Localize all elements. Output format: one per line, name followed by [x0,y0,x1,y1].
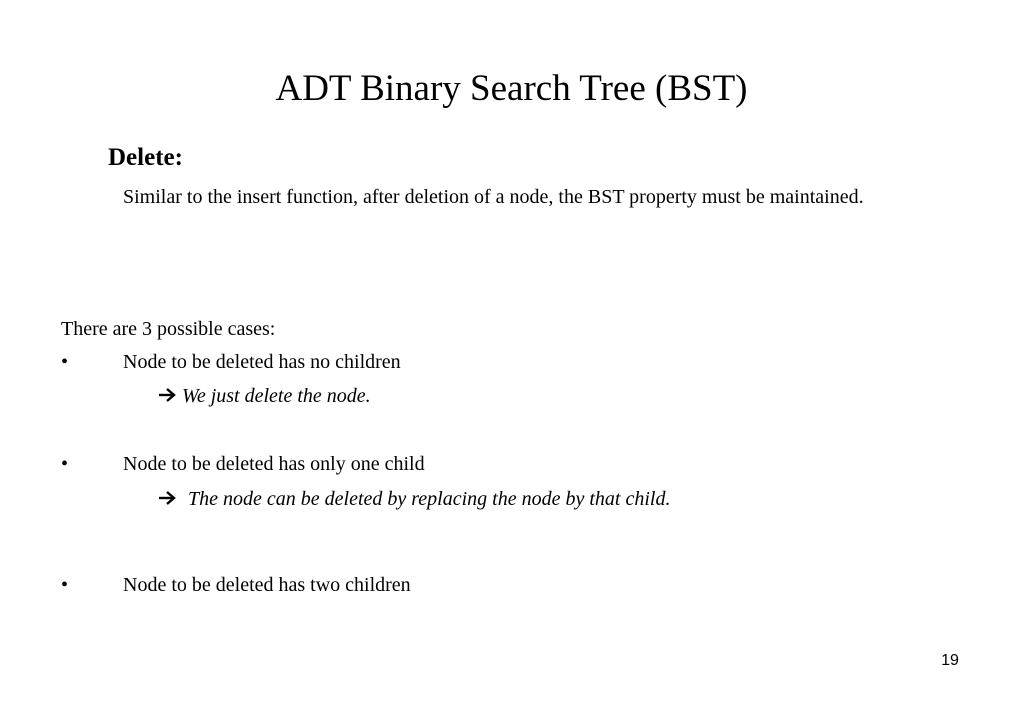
cases-intro: There are 3 possible cases: [61,318,276,340]
bullet-marker: • [61,453,69,475]
case-result-text: The node can be deleted by replacing the node by that child. [188,488,671,510]
section-description: Similar to the insert function, after deletion of a node, the BST property must be maintained. [123,186,864,208]
case-result-no-children [158,382,371,410]
right-arrow-icon [158,490,178,506]
case-label: Node to be deleted has only one child [123,453,425,475]
bullet-marker: • [61,574,69,596]
case-result-one-child [158,485,670,513]
case-label: Node to be deleted has no children [123,351,401,373]
case-label: Node to be deleted has two children [123,574,411,596]
right-arrow-icon [158,387,178,403]
slide-title: ADT Binary Search Tree (BST) [275,68,748,109]
section-heading: Delete: [108,144,183,171]
case-result-text: We just delete the node. [182,385,371,407]
page-number: 19 [941,652,959,669]
bullet-marker: • [61,351,69,373]
